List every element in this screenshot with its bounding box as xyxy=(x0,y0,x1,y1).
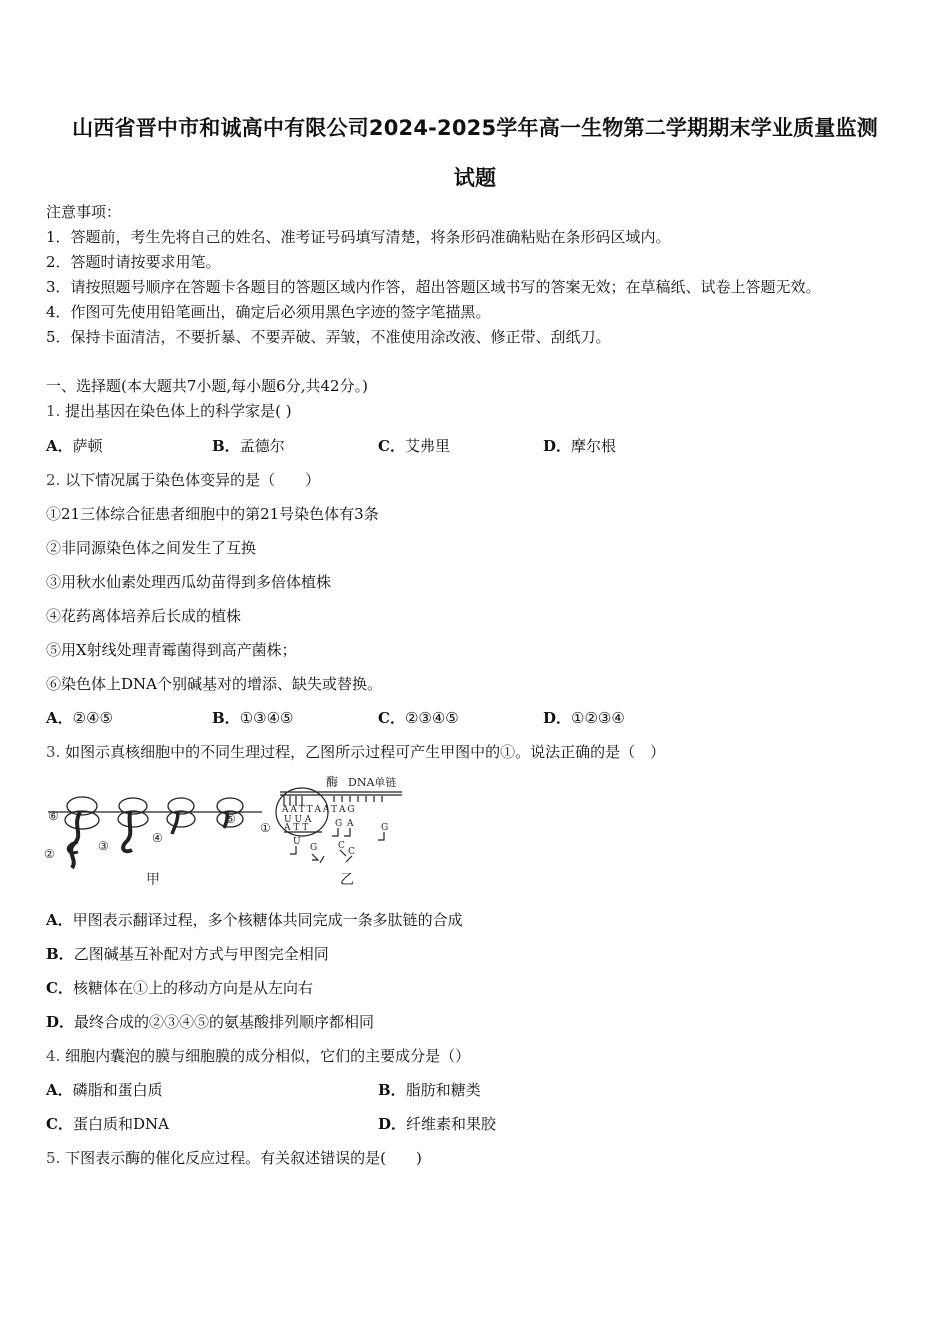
q1-option-a[interactable]: A．萨顿 xyxy=(46,437,103,455)
question-4 xyxy=(46,1046,470,1066)
question-stem: 以下情况属于染色体变异的是（ ） xyxy=(65,471,321,489)
notice-heading: 注意事项： xyxy=(46,203,122,221)
label-jia: 甲 xyxy=(146,872,160,888)
q4-option-c[interactable]: C．蛋白质和DNA xyxy=(46,1115,169,1133)
notice-item: 5．保持卡面清洁，不要折暴、不要弄破、弄皱，不准使用涂改液、修正带、刮纸刀。 xyxy=(46,328,611,346)
question-number: 1. xyxy=(46,402,61,420)
marker-5: ⑤ xyxy=(225,812,236,826)
bases-lower: A T T xyxy=(284,823,309,833)
q3-option-b[interactable]: B．乙图碱基互补配对方式与甲图完全相同 xyxy=(46,945,329,963)
marker-3: ③ xyxy=(98,839,109,853)
free-base: A xyxy=(347,819,354,829)
exam-title-continued: 试题 xyxy=(453,166,497,190)
q1-option-b[interactable]: B．孟德尔 xyxy=(212,437,285,455)
exam-title: 山西省晋中市和诚高中有限公司2024-2025学年高一生物第二学期期末学业质量监测 xyxy=(72,116,878,140)
bases-top: A A T T A A T A G xyxy=(282,805,355,815)
marker-4: ④ xyxy=(152,831,163,845)
question-stem: 如图示真核细胞中的不同生理过程，乙图所示过程可产生甲图中的①。说法正确的是（ ） xyxy=(65,743,666,761)
section-heading: 一、选择题(本大题共7小题,每小题6分,共42分。) xyxy=(46,377,368,395)
free-base: G xyxy=(381,823,389,833)
q2-option-c[interactable]: C．②③④⑤ xyxy=(378,709,459,727)
notice-item: 1．答题前，考生先将自己的姓名、准考证号码填写清楚，将条形码准确粘贴在条形码区域内。 xyxy=(46,228,671,246)
q2-item: ③用秋水仙素处理西瓜幼苗得到多倍体植株 xyxy=(46,573,332,591)
label-yi: 乙 xyxy=(340,872,354,888)
question-2 xyxy=(46,470,320,490)
q3-option-d[interactable]: D．最终合成的②③④⑤的氨基酸排列顺序都相同 xyxy=(46,1013,375,1031)
q2-option-a[interactable]: A．②④⑤ xyxy=(46,709,113,727)
question-stem: 细胞内囊泡的膜与细胞膜的成分相似，它们的主要成分是（） xyxy=(65,1047,471,1065)
question-number: 5. xyxy=(46,1149,61,1167)
free-base: C xyxy=(338,841,345,851)
q3-option-c[interactable]: C．核糖体在①上的移动方向是从左向右 xyxy=(46,979,313,997)
q2-item: ④花药离体培养后长成的植株 xyxy=(46,607,242,625)
q2-item: ①21三体综合征患者细胞中的第21号染色体有3条 xyxy=(46,505,379,523)
label-dna-strand: DNA单链 xyxy=(348,776,397,789)
notice-item: 2．答题时请按要求用笔。 xyxy=(46,253,221,271)
question-1 xyxy=(46,401,292,421)
free-base: G xyxy=(335,819,343,829)
q2-option-b[interactable]: B．①③④⑤ xyxy=(212,709,294,727)
q4-option-a[interactable]: A．磷脂和蛋白质 xyxy=(46,1081,163,1099)
q1-option-c[interactable]: C．艾弗里 xyxy=(378,437,450,455)
free-base: U xyxy=(293,837,301,847)
question-number: 2. xyxy=(46,471,61,489)
marker-1: ① xyxy=(260,821,271,835)
q3-option-a[interactable]: A．甲图表示翻译过程，多个核糖体共同完成一条多肽链的合成 xyxy=(46,911,463,929)
question-number: 4. xyxy=(46,1047,61,1065)
q4-option-b[interactable]: B．脂肪和糖类 xyxy=(378,1081,481,1099)
q4-option-d[interactable]: D．纤维素和果胶 xyxy=(378,1115,497,1133)
q1-option-d[interactable]: D．摩尔根 xyxy=(543,437,617,455)
q3-figure xyxy=(44,772,416,892)
question-3 xyxy=(46,742,665,762)
question-number: 3. xyxy=(46,743,61,761)
q2-item: ⑤用X射线处理青霉菌得到高产菌株； xyxy=(46,641,297,659)
free-base: G xyxy=(310,843,318,853)
label-enzyme: 酶 xyxy=(326,775,339,789)
marker-2: ② xyxy=(44,847,55,861)
bases-mid: U U A xyxy=(284,815,312,825)
marker-6: ⑥ xyxy=(48,809,59,823)
free-base: C xyxy=(348,847,355,857)
question-5 xyxy=(46,1148,422,1168)
question-stem: 下图表示酶的催化反应过程。有关叙述错误的是( ) xyxy=(65,1149,422,1167)
notice-item: 4．作图可先使用铅笔画出，确定后必须用黑色字迹的签字笔描黑。 xyxy=(46,303,491,321)
question-stem: 提出基因在染色体上的科学家是( ) xyxy=(65,402,292,420)
q2-option-d[interactable]: D．①②③④ xyxy=(543,709,625,727)
q2-item: ②非同源染色体之间发生了互换 xyxy=(46,539,257,557)
notice-item: 3．请按照题号顺序在答题卡各题目的答题区域内作答，超出答题区域书写的答案无效；在草稿纸、试卷上答题无效。 xyxy=(46,278,821,296)
q2-item: ⑥染色体上DNA个别碱基对的增添、缺失或替换。 xyxy=(46,675,382,693)
